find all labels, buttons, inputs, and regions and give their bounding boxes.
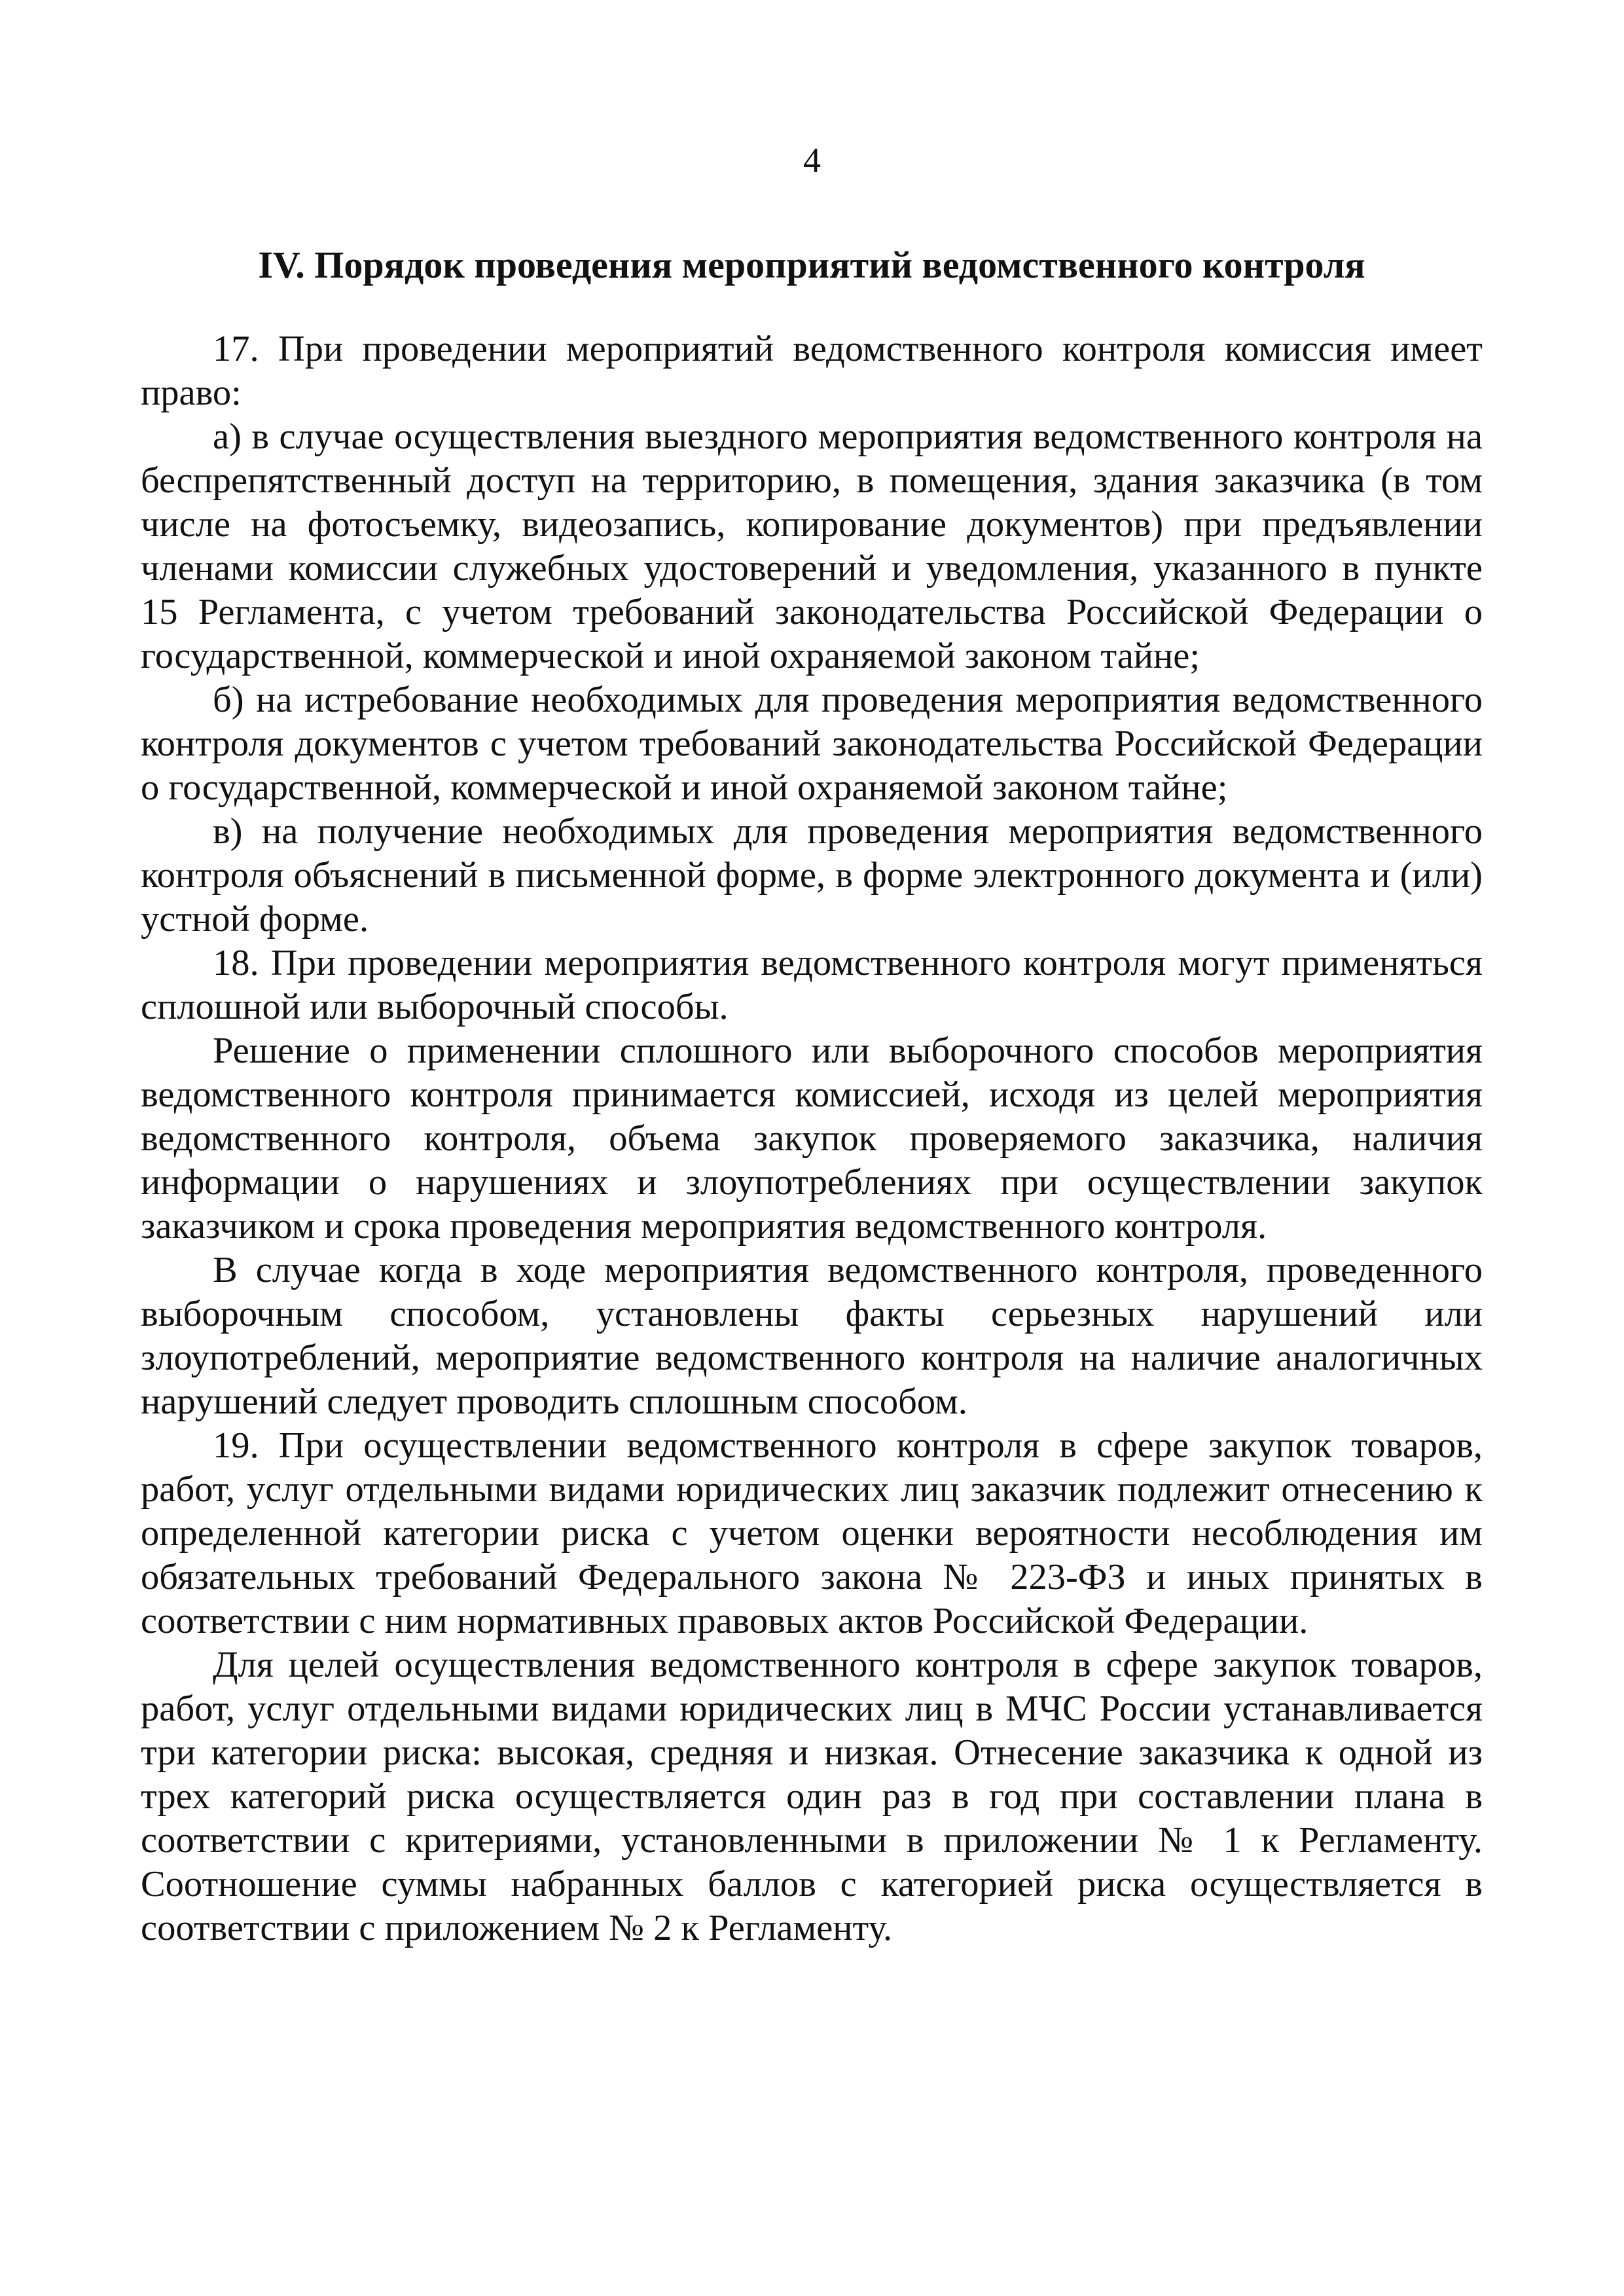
paragraph-17b: б) на истребование необходимых для проведения мероприятия ведомственного контроля документов с учетом требований законодательства Российской Федерации о государственной, коммерческой и иной охраняемой законом тайне; [141, 680, 1483, 808]
paragraph-18-decision: Решение о применении сплошного или выборочного способов мероприятия ведомственного контроля принимается комиссией, исходя из целей мероприятия ведомственного контроля, объема закупок проверяемого заказчика, наличия информации о нарушениях и злоупотреблениях при осуществлении закупок заказчиком и срока проведения мероприятия ведомственного контроля. [141, 1030, 1483, 1247]
paragraph-19: 19. При осуществлении ведомственного контроля в сфере закупок товаров, работ, услуг отдельными видами юридических лиц заказчик подлежит отнесению к определенной категории риска с учетом оценки вероятности несоблюдения им обязательных требований Федерального закона № 223-ФЗ и иных принятых в соответствии с ним нормативных правовых актов Российской Федерации. [141, 1425, 1483, 1641]
section-title: IV. Порядок проведения мероприятий ведомственного контроля [258, 244, 1365, 286]
paragraph-18: 18. При проведении мероприятия ведомственного контроля могут применяться сплошной или выборочный способы. [141, 943, 1483, 1027]
paragraph-17v: в) на получение необходимых для проведения мероприятия ведомственного контроля объяснений в письменной форме, в форме электронного документа и (или) устной форме. [141, 811, 1483, 939]
paragraph-17a: а) в случае осуществления выездного мероприятия ведомственного контроля на беспрепятственный доступ на территорию, в помещения, здания заказчика (в том числе на фотосъемку, видеозапись, копирование документов) при предъявлении членами комиссии служебных удостоверений и уведомления, указанного в пункте 15 Регламента, с учетом требований законодательства Российской Федерации о государственной, коммерческой и иной охраняемой законом тайне; [141, 416, 1483, 676]
paragraph-18-selective: В случае когда в ходе мероприятия ведомственного контроля, проведенного выборочным способом, установлены факты серьезных нарушений или злоупотреблений, мероприятие ведомственного контроля на наличие аналогичных нарушений следует проводить сплошным способом. [141, 1250, 1483, 1422]
paragraph-17: 17. При проведении мероприятий ведомственного контроля комиссия имеет право: [141, 329, 1483, 413]
paragraph-19-risk-categories: Для целей осуществления ведомственного контроля в сфере закупок товаров, работ, услуг отдельными видами юридических лиц в МЧС России устанавливается три категории риска: высокая, средняя и низкая. Отнесение заказчика к одной из трех категорий риска осуществляется один раз в год при составлении плана в соответствии с критериями, установленными в приложении № 1 к Регламенту. Соотношение суммы набранных баллов с категорией риска осуществляется в соответствии с приложением № 2 к Регламенту. [141, 1645, 1483, 1948]
document-body [141, 327, 1483, 1950]
page-number: 4 [803, 141, 821, 180]
